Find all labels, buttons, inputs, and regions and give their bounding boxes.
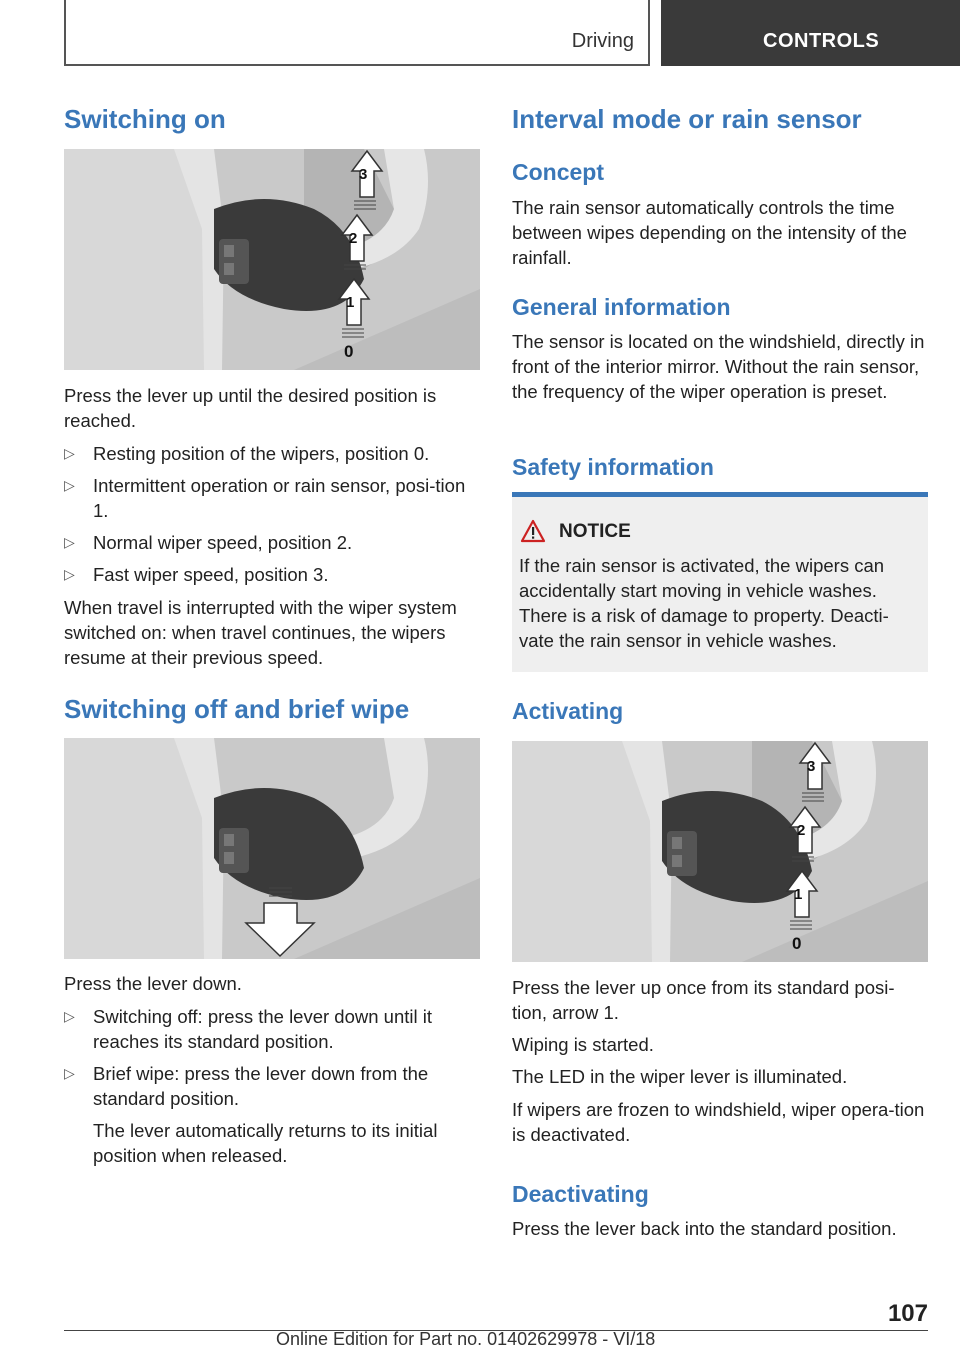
bullet-brief-wipe: ▷ Brief wipe: press the lever down from the standard position. bbox=[64, 1061, 474, 1111]
notice-title: NOTICE bbox=[559, 521, 631, 542]
fig3-label-2: 2 bbox=[797, 822, 806, 839]
text-press-down: Press the lever down. bbox=[64, 973, 242, 994]
header-section-tab bbox=[64, 0, 650, 66]
text-concept: The rain sensor automatically controls the time between wipes depending on the intensity of the rainfall. bbox=[512, 197, 907, 268]
warning-icon bbox=[520, 519, 546, 543]
footer-edition: Online Edition for Part no. 01402629978 - VI/18 bbox=[276, 1329, 656, 1349]
figure-lever-down bbox=[64, 738, 480, 959]
header-chapter-label: CONTROLS bbox=[763, 30, 880, 52]
figure-lever-activate bbox=[512, 741, 928, 962]
fig1-label-3: 3 bbox=[359, 166, 368, 183]
text-general-information: The sensor is located on the windshield, directly in front of the interior mirror. Without the rain sensor, the frequency of the wiper operation is preset. bbox=[512, 331, 925, 402]
heading-deactivating: Deactivating bbox=[512, 1181, 649, 1207]
heading-switching-off: Switching off and brief wipe bbox=[64, 694, 410, 724]
fig1-label-0: 0 bbox=[344, 342, 354, 361]
heading-concept: Concept bbox=[512, 159, 604, 185]
fig3-label-0: 0 bbox=[792, 934, 802, 953]
notice-box bbox=[512, 497, 928, 672]
heading-general-information: General information bbox=[512, 294, 731, 320]
figure-lever-up bbox=[64, 149, 480, 370]
text-travel-interrupted: When travel is interrupted with the wiper system switched on: when travel continues, the wipers resume at their previous speed. bbox=[64, 597, 457, 668]
heading-safety-information: Safety information bbox=[512, 454, 714, 480]
bullet-position-1: ▷ Intermittent operation or rain sensor, posi-tion 1. bbox=[64, 473, 474, 523]
notice-text: If the rain sensor is activated, the wipers can accidentally start moving in vehicle washes. There is a risk of damage to property. Deacti-vate the rain sensor in vehicle washes. bbox=[519, 555, 889, 651]
bullet-switching-off: ▷ Switching off: press the lever down until it reaches its standard position. bbox=[64, 1004, 474, 1054]
fig1-label-2: 2 bbox=[349, 230, 358, 247]
header-chapter-tab bbox=[661, 0, 960, 66]
text-activate-press: Press the lever up once from its standard posi-tion, arrow 1. bbox=[512, 977, 895, 1023]
text-deactivate: Press the lever back into the standard position. bbox=[512, 1218, 897, 1239]
fig1-label-1: 1 bbox=[346, 294, 355, 311]
text-wiping-started: Wiping is started. bbox=[512, 1034, 654, 1055]
heading-interval-mode: Interval mode or rain sensor bbox=[512, 104, 862, 134]
header-section-label: Driving bbox=[571, 30, 634, 52]
heading-activating: Activating bbox=[512, 698, 624, 724]
text-led-illuminated: The LED in the wiper lever is illuminated. bbox=[512, 1066, 848, 1087]
bullet-position-2: ▷ Normal wiper speed, position 2. bbox=[64, 530, 474, 555]
heading-switching-on: Switching on bbox=[64, 104, 226, 134]
page-number: 107 bbox=[887, 1300, 928, 1327]
bullet-position-0: ▷ Resting position of the wipers, position 0. bbox=[64, 441, 474, 466]
text-press-up: Press the lever up until the desired position is reached. bbox=[64, 385, 437, 431]
text-frozen-wipers: If wipers are frozen to windshield, wiper opera-tion is deactivated. bbox=[512, 1099, 925, 1145]
fig3-label-1: 1 bbox=[794, 886, 803, 903]
text-lever-returns: The lever automatically returns to its initial position when released. bbox=[93, 1120, 438, 1166]
fig3-label-3: 3 bbox=[807, 758, 816, 775]
bullet-position-3: ▷ Fast wiper speed, position 3. bbox=[64, 562, 474, 587]
